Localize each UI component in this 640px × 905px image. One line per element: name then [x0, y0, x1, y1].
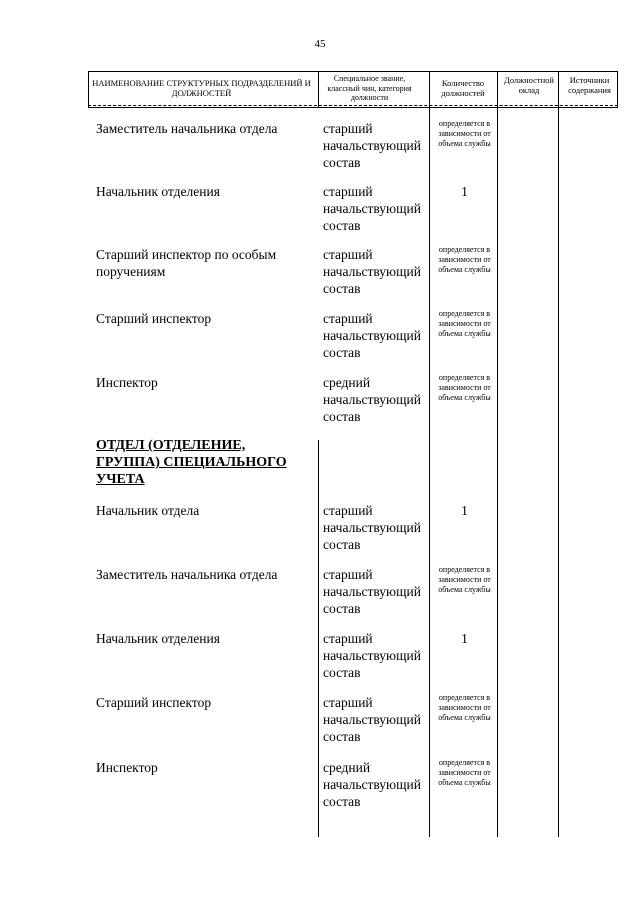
- header-structure-names: НАИМЕНОВАНИЕ СТРУКТУРНЫХ ПОДРАЗДЕЛЕНИЙ И ДОЛЖНОСТЕЙ: [92, 78, 311, 98]
- position-rank: старший начальствующий состав: [323, 311, 421, 360]
- position-count: определяется в зависимости от объема службы: [438, 245, 491, 274]
- position-name: Инспектор: [96, 375, 158, 390]
- column-line: [497, 71, 498, 837]
- table-top-rule: [88, 71, 618, 72]
- position-count: определяется в зависимости от объема службы: [438, 758, 491, 787]
- position-rank: старший начальствующий состав: [323, 631, 421, 680]
- position-rank: старший начальствующий состав: [323, 247, 421, 296]
- position-rank: старший начальствующий состав: [323, 503, 421, 552]
- header-funding-sources: Источники содержания: [568, 75, 611, 95]
- table-header-rule-2: [88, 107, 618, 108]
- position-name: Старший инспектор: [96, 695, 212, 710]
- position-name: Заместитель начальника отдела: [96, 567, 278, 582]
- position-name: Начальник отделения: [96, 184, 220, 199]
- position-count: определяется в зависимости от объема службы: [438, 309, 491, 338]
- position-count: определяется в зависимости от объема службы: [438, 373, 491, 402]
- position-name: Инспектор: [96, 760, 158, 775]
- position-count: 1: [461, 184, 468, 199]
- column-line: [318, 440, 319, 837]
- position-count: 1: [461, 631, 468, 646]
- position-rank: старший начальствующий состав: [323, 121, 421, 170]
- position-name: Начальник отдела: [96, 503, 200, 518]
- position-count: определяется в зависимости от объема службы: [438, 119, 491, 148]
- header-rank: Специальное звание, классный чин, категория должности: [327, 74, 412, 102]
- position-rank: средний начальствующий состав: [323, 375, 421, 424]
- position-rank: старший начальствующий состав: [323, 695, 421, 744]
- position-rank: старший начальствующий состав: [323, 567, 421, 616]
- position-name: Заместитель начальника отдела: [96, 121, 278, 136]
- position-name: Старший инспектор по особым поручениям: [96, 247, 277, 279]
- header-count: Количество должностей: [441, 78, 485, 98]
- header-salary: Должностной оклад: [504, 75, 554, 95]
- position-count: определяется в зависимости от объема службы: [438, 565, 491, 594]
- column-line: [88, 71, 89, 107]
- position-count: определяется в зависимости от объема службы: [438, 693, 491, 722]
- position-name: Старший инспектор: [96, 311, 212, 326]
- position-count: 1: [461, 503, 468, 518]
- table-header-rule: [88, 105, 618, 106]
- position-rank: средний начальствующий состав: [323, 760, 421, 809]
- position-rank: старший начальствующий состав: [323, 184, 421, 233]
- column-line: [558, 71, 559, 837]
- section-title: ОТДЕЛ (ОТДЕЛЕНИЕ, ГРУППА) СПЕЦИАЛЬНОГО УЧЕТА: [96, 438, 287, 487]
- page-number: 45: [314, 38, 326, 50]
- position-name: Начальник отделения: [96, 631, 220, 646]
